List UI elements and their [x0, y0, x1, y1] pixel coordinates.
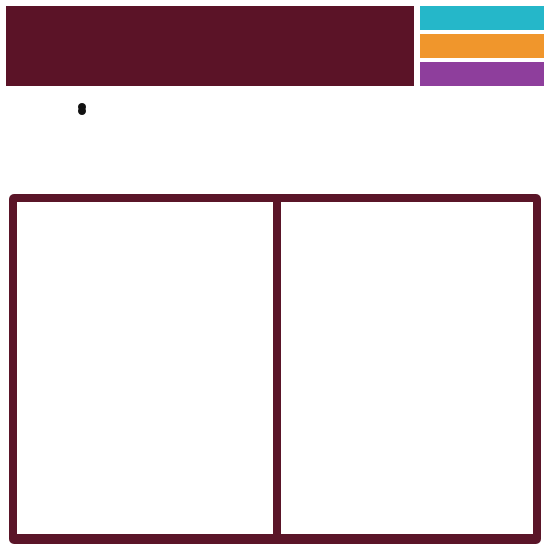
badge-wire-o-binding	[420, 34, 544, 58]
bullet-icon	[78, 107, 86, 115]
open-book	[9, 194, 541, 544]
left-page	[17, 202, 273, 534]
wire-o-binding	[268, 202, 288, 534]
right-page	[281, 202, 533, 534]
right-page-grid	[281, 202, 533, 534]
badge-leatherette-cover	[420, 62, 544, 86]
left-page-grid	[17, 202, 273, 534]
badge-undated	[420, 6, 544, 30]
feature-list	[78, 94, 498, 98]
page-title	[35, 6, 386, 86]
